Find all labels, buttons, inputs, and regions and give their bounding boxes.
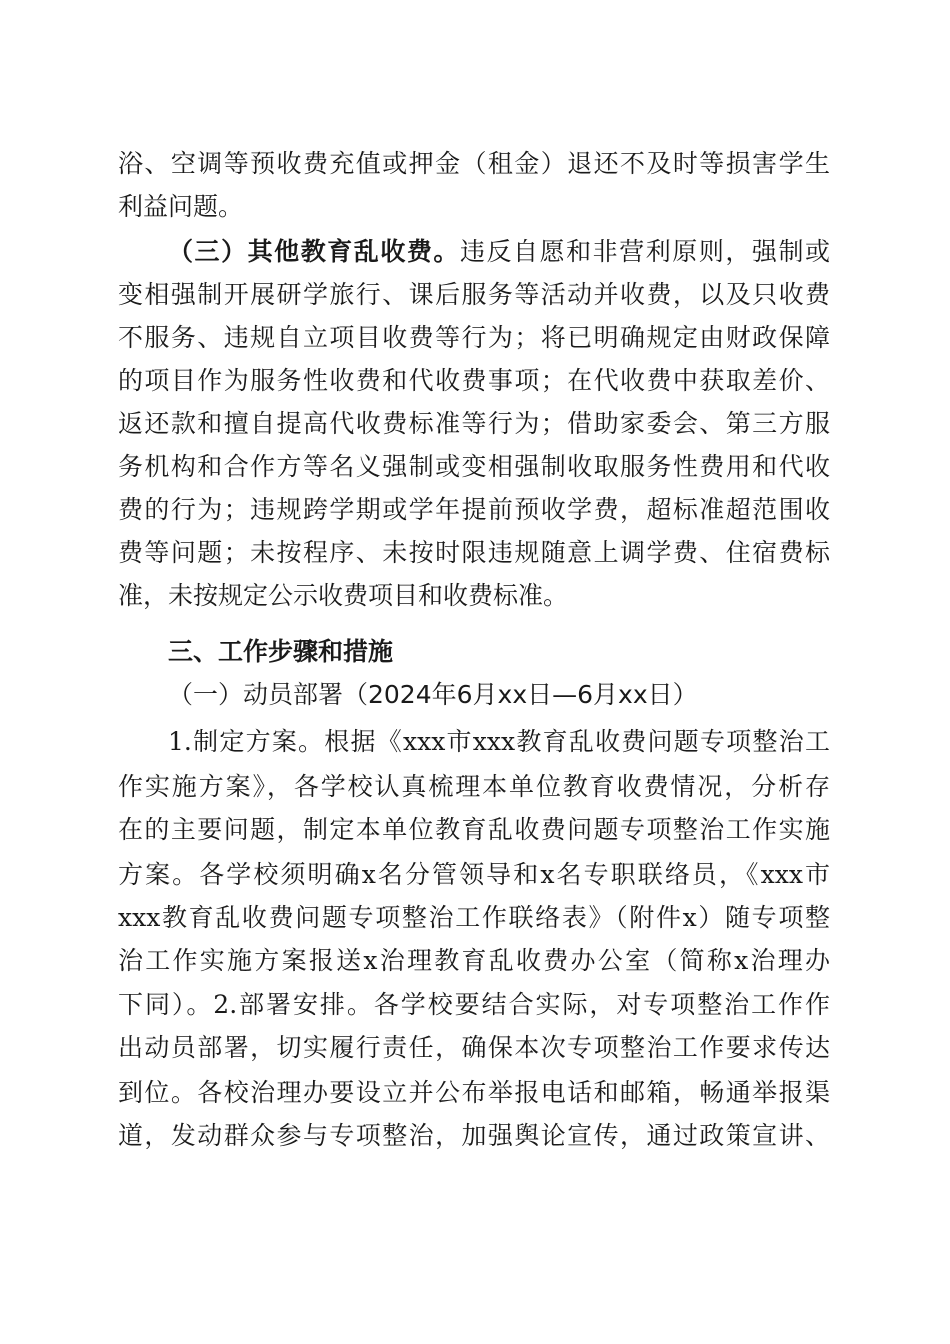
body-text-line: 浴、空调等预收费充值或押金（租金）退还不及时等损害学生 — [118, 149, 830, 178]
subsection-heading: （一）动员部署（2024年6月xx日—6月xx日） — [168, 680, 698, 709]
body-text-line: 在的主要问题，制定本单位教育乱收费问题专项整治工作实施 — [118, 815, 830, 844]
paragraph-lead-heading: （三）其他教育乱收费。 — [168, 237, 460, 266]
section-heading: 三、工作步骤和措施 — [168, 637, 394, 666]
body-text-line: 返还款和擅自提高代收费标准等行为；借助家委会、第三方服 — [118, 409, 830, 438]
body-text-line: xxx教育乱收费问题专项整治工作联络表》（附件x）随专项整 — [118, 903, 830, 932]
body-text-line: 务机构和合作方等名义强制或变相强制收取服务性费用和代收 — [118, 452, 830, 481]
paragraph-other-fees-first-line — [168, 232, 830, 272]
body-text-line: 治工作实施方案报送x治理教育乱收费办公室（简称x治理办 — [118, 946, 830, 975]
body-text-line: 作实施方案》，各学校认真梳理本单位教育收费情况，分析存 — [118, 772, 830, 801]
body-text-line: 方案。各学校须明确x名分管领导和x名专职联络员，《xxx市 — [118, 860, 830, 889]
item-first-line: 1.制定方案。根据《xxx市xxx教育乱收费问题专项整治工 — [168, 727, 830, 756]
body-text-line: 利益问题。 — [118, 192, 244, 221]
body-text-line: 下同）。2.部署安排。各学校要结合实际，对专项整治工作作 — [118, 990, 830, 1019]
body-text-line: 道，发动群众参与专项整治，加强舆论宣传，通过政策宣讲、 — [118, 1121, 830, 1150]
paragraph-text: 违反自愿和非营利原则，强制或 — [459, 237, 830, 266]
body-text-line: 准，未按规定公示收费项目和收费标准。 — [118, 581, 569, 610]
body-text-line: 出动员部署，切实履行责任，确保本次专项整治工作要求传达 — [118, 1033, 830, 1062]
body-text-line: 不服务、违规自立项目收费等行为；将已明确规定由财政保障 — [118, 323, 830, 352]
body-text-line: 到位。各校治理办要设立并公布举报电话和邮箱，畅通举报渠 — [118, 1078, 830, 1107]
body-text-line: 的项目作为服务性收费和代收费事项；在代收费中获取差价、 — [118, 366, 830, 395]
body-text-line: 费的行为；违规跨学期或学年提前预收学费，超标准超范围收 — [118, 495, 830, 524]
body-text-line: 变相强制开展研学旅行、课后服务等活动并收费，以及只收费 — [118, 280, 830, 309]
body-text-line: 费等问题；未按程序、未按时限违规随意上调学费、住宿费标 — [118, 538, 830, 567]
